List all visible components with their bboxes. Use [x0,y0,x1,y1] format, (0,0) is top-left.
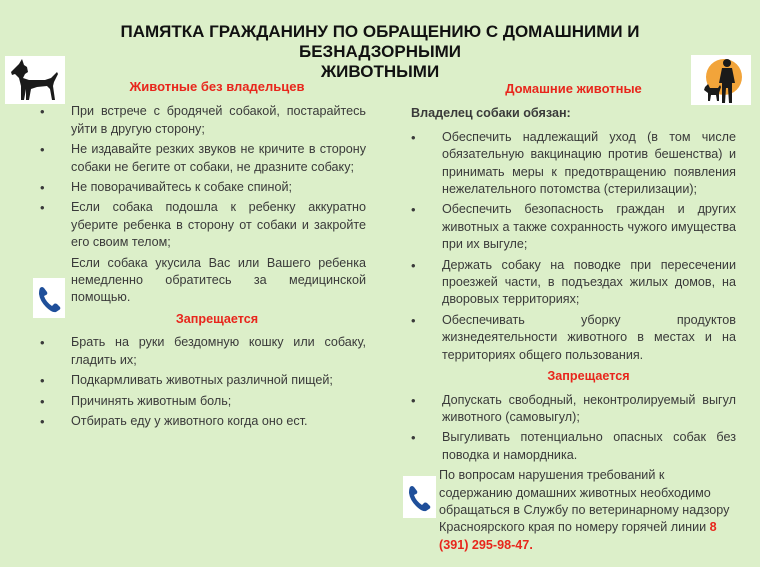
hotline-phone-number: 8 (391) 295-98-47. [439,520,717,552]
list-item: • Держать собаку на поводке при пересечении проезжей части, в подъездах жилых домов, на дворовых территориях; [411,257,736,307]
stray-animals-heading: Животные без владельцев [129,79,305,94]
list-item: • Не издавайте резких звуков не кричите в сторону собаки не бегите от собаки, не дразните собаку; [40,142,366,174]
list-item: • Обеспечивать уборку продуктов жизнедеятельности животного в местах и на территориях общего пользования. [411,312,736,362]
bullet-icon: • [40,200,45,216]
owner-duties-list [411,129,736,364]
bullet-icon: • [411,430,416,446]
list-item: • Подкармливать животных различной пищей; [40,373,333,389]
forbidden-list [411,392,736,465]
stray-animals-column [40,78,366,433]
forbidden-heading: Запрещается [547,369,630,384]
bullet-icon: • [40,142,45,158]
pet-animals-heading: Домашние животные [505,81,642,96]
list-item: • Причинять животным боль; [40,393,232,409]
bullet-icon: • [40,180,45,196]
stray-advice-list [40,103,366,306]
bullet-icon: • [411,202,416,218]
list-item: • Отбирать еду у животного когда оно ест. [40,413,308,429]
owner-duties-subheading: Владелец собаки обязан: [411,106,571,121]
hotline-text: По вопросам нарушения требований к содержанию домашних животных необходимо обращаться в Службу по ветеринарному надзору Красноярского края по номеру горячей линии [439,468,730,535]
pet-animals-column [411,80,736,554]
list-item: • Брать на руки бездомную кошку или собаку, гладить их; [40,335,366,367]
forbidden-list [40,334,366,430]
page-title [40,22,720,82]
list-item: • При встрече с бродячей собакой, постарайтесь уйти в другую сторону; [40,104,366,136]
list-item: • Обеспечить безопасность граждан и других животных а также сохранность чужого имущества при их выгуле; [411,202,736,252]
bullet-icon: • [411,392,416,408]
hotline-info [411,467,736,554]
bullet-icon: • [411,129,416,145]
bullet-icon: • [411,257,416,273]
forbidden-heading: Запрещается [175,311,259,326]
bite-contact-item: Если собака укусила Вас или Вашего ребенка немедленно обратитесь за медицинской помощью. [71,255,366,305]
bullet-icon: • [40,335,45,351]
list-item: • Обеспечить надлежащий уход (в том числе обязательную вакцинацию против бешенства) и принимать меры к предотвращению появления нежелательного потомства (стерилизации); [411,129,736,197]
bullet-icon: • [40,413,45,429]
title-line-1: ПАМЯТКА ГРАЖДАНИНУ ПО ОБРАЩЕНИЮ С ДОМАШНИМИ И БЕЗНАДЗОРНЫМИ [120,22,640,61]
list-item: • Не поворачивайтесь к собаке спиной; [40,180,293,196]
title-line-2: ЖИВОТНЫМИ [320,62,440,81]
list-item: • Допускать свободный, неконтролируемый выгул животного (самовыгул); [411,392,736,424]
list-item: • Выгуливать потенциально опасных собак без поводка и намордника. [411,430,736,462]
bullet-icon: • [411,312,416,328]
bullet-icon: • [40,104,45,120]
list-item: • Если собака подошла к ребенку аккуратно уберите ребенка в сторону от собаки и закройте его своим телом; [40,200,366,250]
bullet-icon: • [40,393,45,409]
bullet-icon: • [40,373,45,389]
